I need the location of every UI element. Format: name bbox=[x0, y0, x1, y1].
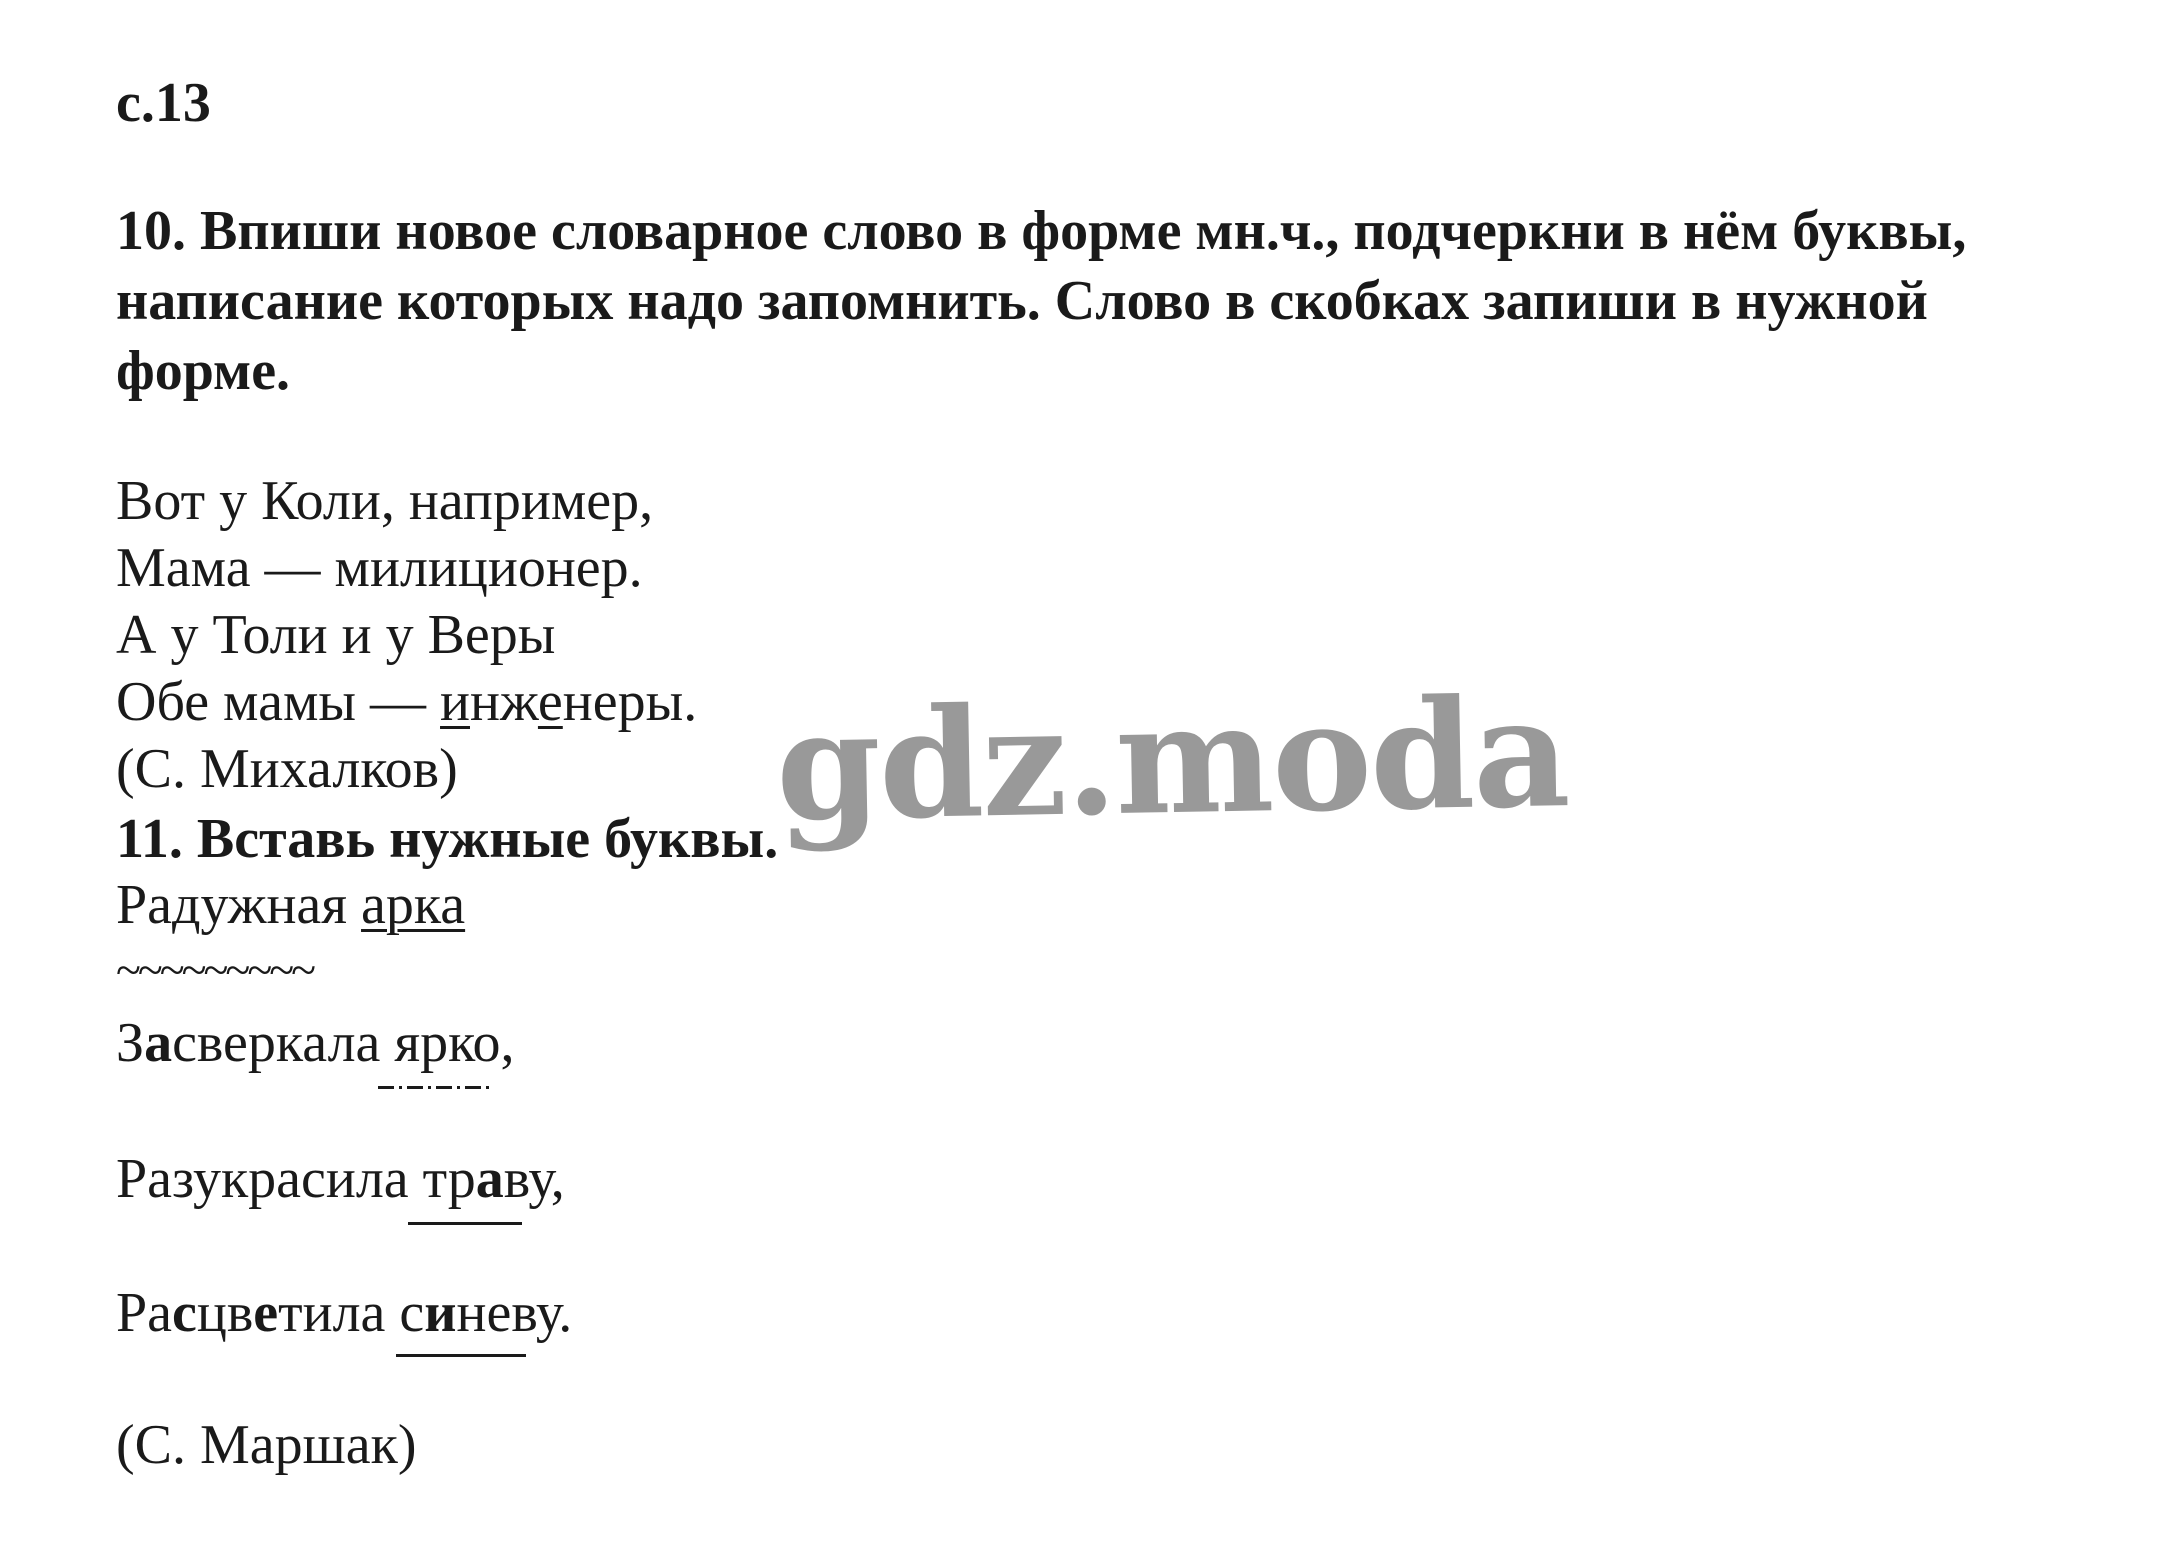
letters-nevu: неву. bbox=[456, 1282, 573, 1344]
underline-travu bbox=[408, 1222, 522, 1225]
poem2-line2-rest: сверкала ярко, bbox=[172, 1012, 515, 1074]
inserted-letter-e: е bbox=[253, 1282, 279, 1344]
inserted-letter-i: и bbox=[424, 1282, 457, 1344]
inserted-letter-s: с bbox=[172, 1282, 197, 1344]
letters-tsv: цв bbox=[196, 1282, 254, 1344]
underlined-letter-i: и bbox=[440, 671, 470, 733]
letters-nzh: нж bbox=[470, 671, 538, 733]
task10-instruction-line3: форме. bbox=[116, 340, 291, 402]
poem2-line1 bbox=[116, 872, 465, 938]
poem1-line1: Вот у Коли, например, bbox=[116, 470, 654, 532]
poem2-line3 bbox=[116, 1146, 565, 1212]
letters-tila-s: тила с bbox=[278, 1282, 425, 1344]
letter-z: З bbox=[116, 1012, 145, 1074]
underlined-word-arka: арка bbox=[361, 874, 466, 936]
wavy-underline-mark: ~~~~~~~~~ bbox=[116, 944, 313, 995]
page-number: с.13 bbox=[116, 72, 211, 134]
task10-instruction-line1: 10. Впиши новое словарное слово в форме мн.ч., подчеркни в нём буквы, bbox=[116, 200, 1967, 262]
word-raduzhnaya: Радужная bbox=[116, 874, 362, 936]
poem1-line4-end: неры. bbox=[562, 671, 698, 733]
dash-dot-underline bbox=[378, 1086, 492, 1089]
poem2-line2 bbox=[116, 1010, 515, 1076]
poem1-line3: А у Толи и у Веры bbox=[116, 604, 556, 666]
inserted-letter-a: а bbox=[144, 1012, 173, 1074]
underlined-letter-e: е bbox=[537, 671, 563, 733]
underline-sinevu bbox=[396, 1354, 526, 1357]
poem1-author: (С. Михалков) bbox=[116, 738, 458, 800]
poem2-author: (С. Маршак) bbox=[116, 1414, 417, 1476]
task11-title: 11. Вставь нужные буквы. bbox=[116, 808, 779, 870]
poem1-line4-start: Обе мамы — bbox=[116, 671, 441, 733]
inserted-letter-a-2: а bbox=[475, 1148, 504, 1210]
poem1-line4 bbox=[116, 669, 697, 735]
letters-ra: Ра bbox=[116, 1282, 172, 1344]
poem2-line4 bbox=[116, 1280, 572, 1346]
poem2-line3-start: Разукрасила тр bbox=[116, 1148, 476, 1210]
watermark-logo: gdz.moda bbox=[774, 665, 1570, 855]
poem1-line2: Мама — милиционер. bbox=[116, 537, 643, 599]
poem2-line3-end: ву, bbox=[503, 1148, 565, 1210]
task10-instruction-line2: написание которых надо запомнить. Слово в скобках запиши в нужной bbox=[116, 270, 1928, 332]
